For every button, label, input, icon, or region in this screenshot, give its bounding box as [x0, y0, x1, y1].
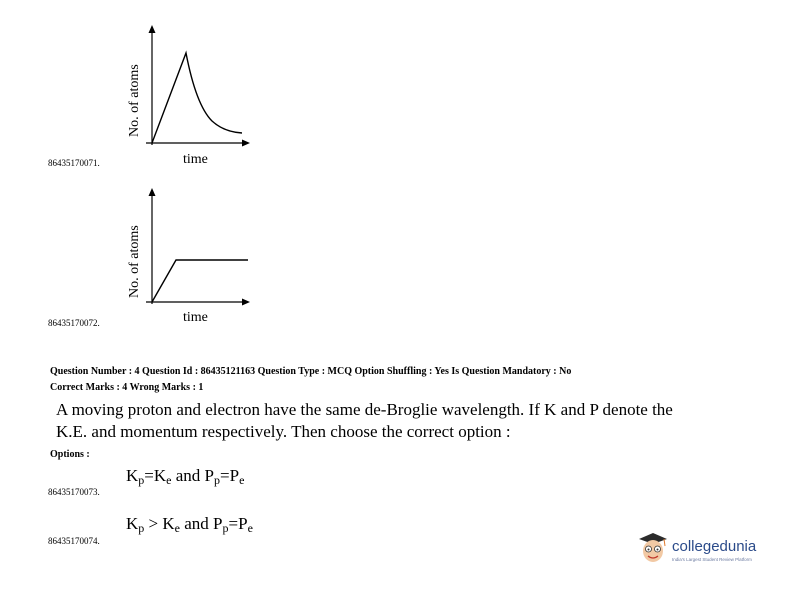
question-text-line-1: A moving proton and electron have the same de-Broglie wavelength. If K and P denote the — [56, 400, 673, 419]
graph-1-ylabel: No. of atoms — [127, 64, 142, 137]
graph-2-curve — [152, 260, 248, 302]
graph-1-y-arrow — [149, 25, 156, 33]
graph-2-y-arrow — [149, 188, 156, 196]
graph-1-curve — [152, 53, 242, 143]
question-text-line-2: K.E. and momentum respectively. Then choose the correct option : — [56, 422, 511, 441]
question-meta-line-2: Correct Marks : 4 Wrong Marks : 1 — [50, 382, 204, 393]
options-label: Options : — [50, 449, 90, 460]
graph-1 — [120, 25, 250, 170]
graph-2 — [120, 188, 250, 328]
option-3-id: 86435170073. — [48, 487, 100, 497]
graph-2-ylabel: No. of atoms — [127, 225, 142, 298]
graph-1-xlabel: time — [183, 152, 208, 167]
logo-tagline: India's Largest Student Review Platform — [672, 557, 752, 562]
collegedunia-logo — [636, 528, 766, 568]
option-3-formula: $K_p=K_e$ and $P_p=P_e$ — [126, 466, 245, 487]
graph-1-option-id: 86435170071. — [48, 158, 100, 168]
option-4-formula: $K_p > K_e$ and $P_p=P_e$ — [126, 514, 253, 535]
question-meta-line-1: Question Number : 4 Question Id : 86435121163 Question Type : MCQ Option Shuffling : Yes Is Question Mandatory : No — [50, 366, 572, 377]
logo-name: collegedunia — [672, 538, 757, 555]
option-4-id: 86435170074. — [48, 536, 100, 546]
graph-2-xlabel: time — [183, 310, 208, 325]
mascot-icon — [636, 530, 670, 566]
graph-2-option-id: 86435170072. — [48, 318, 100, 328]
graph-2-x-arrow — [242, 299, 250, 306]
graph-1-x-arrow — [242, 140, 250, 147]
